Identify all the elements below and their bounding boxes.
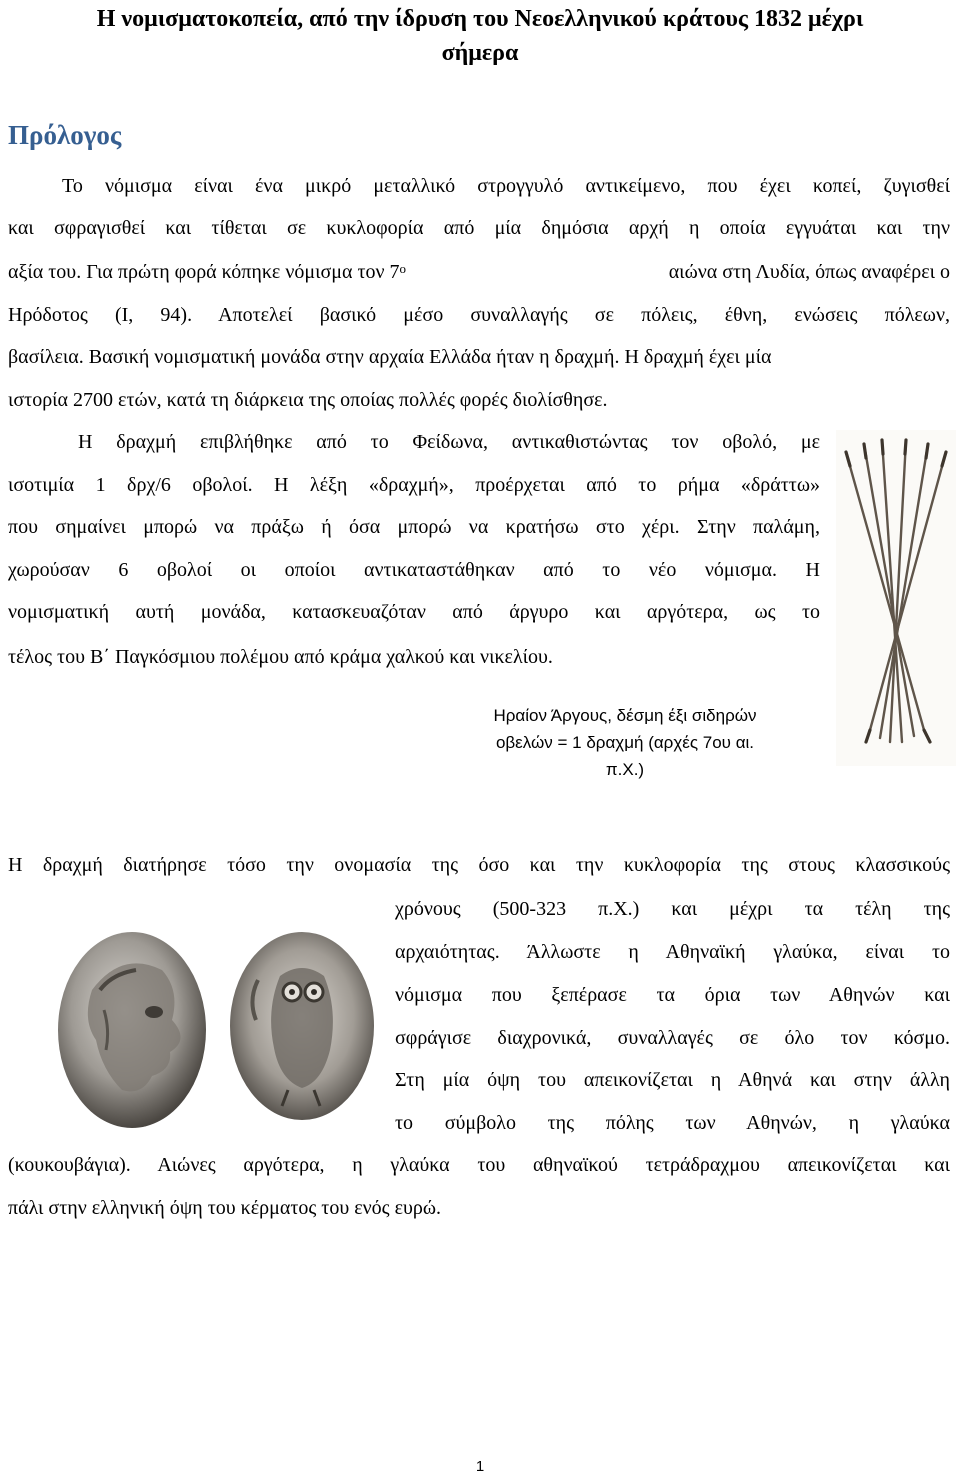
p2-line: που σημαίνει μπορώ να πράξω ή όσα μπορώ να κρατήσω στο χέρι. Στην παλάμη, <box>8 516 820 538</box>
caption-line: π.Χ.) <box>605 760 645 779</box>
p2-line: τέλος του Β΄ Παγκόσμιου πολέμου από κράμα χαλκού και νικελίου. <box>8 646 553 668</box>
p2-line: Η δραχμή επιβλήθηκε από το Φείδωνα, αντικαθιστώντας τον οβολό, με <box>78 431 820 453</box>
document-title <box>0 2 960 70</box>
p1-line: Ηρόδοτος (I, 94). Αποτελεί βασικό μέσο συναλλαγής σε πόλεις, έθνη, ενώσεις πόλεων, <box>8 304 950 326</box>
p1-line: βασίλεια. Βασική νομισματική μονάδα στην αρχαία Ελλάδα ήταν η δραχμή. Η δραχμή έχει μία <box>8 346 772 368</box>
p1-text: αξία του. Για πρώτη φορά κόπηκε νόμισμα τον 7 <box>8 261 400 283</box>
athena-head-coin-face <box>58 932 206 1128</box>
p3-line: Στη μία όψη του απεικονίζεται η Αθηνά και στην άλλη <box>395 1069 950 1091</box>
p1-line: και σφραγισθεί και τίθεται σε κυκλοφορία από μία δημόσια αρχή η οποία εγγυάται και την <box>8 217 950 239</box>
title-line-2: σήμερα <box>441 40 519 66</box>
p3-line: αρχαιότητας. Άλλωστε η Αθηναϊκή γλαύκα, είναι το <box>395 941 950 963</box>
p3-line: σφράγισε διαχρονικά, συναλλαγές σε όλο τον κόσμο. <box>395 1027 950 1049</box>
section-heading: Πρόλογος <box>8 120 122 150</box>
page-number: 1 <box>475 1458 485 1475</box>
p1-line-part: αιώνα στη Λυδία, όπως αναφέρει ο <box>668 261 950 283</box>
p3-line: πάλι στην ελληνική όψη του κέρματος του ενός ευρώ. <box>8 1197 442 1219</box>
iron-spits-image <box>836 430 956 766</box>
p1-line: Το νόμισμα είναι ένα μικρό μεταλλικό στρογγυλό αντικείμενο, που έχει κοπεί, ζυγισθεί <box>62 175 950 197</box>
p3-line: το σύμβολο της πόλης των Αθηνών, η γλαύκα <box>395 1112 950 1134</box>
p3-line: Η δραχμή διατήρησε τόσο την ονομασία της όσο και την κυκλοφορία της στους κλασσικούς <box>8 854 950 876</box>
caption-line: οβελών = 1 δραχμή (αρχές 7ου αι. <box>495 733 755 752</box>
p3-line: νόμισμα που ξεπέρασε τα όρια των Αθηνών και <box>395 984 950 1006</box>
title-line-1: Η νομισματοκοπεία, από την ίδρυση του Νεοελληνικού κράτους 1832 μέχρι <box>96 6 864 32</box>
p2-line: νομισματική αυτή μονάδα, κατασκευαζόταν από άργυρο και αργότερα, ως το <box>8 601 820 623</box>
athenian-tetradrachm-image <box>52 920 378 1134</box>
p2-line: χωρούσαν 6 οβολοί οι οποίοι αντικαταστάθηκαν από το νέο νόμισμα. Η <box>8 559 820 581</box>
iron-spits-illustration <box>836 430 956 766</box>
p1-line: ιστορία 2700 ετών, κατά τη διάρκεια της οποίας πολλές φορές διολίσθησε. <box>8 389 608 411</box>
coin-illustration <box>52 920 378 1134</box>
p3-line: (κουκουβάγια). Αιώνες αργότερα, η γλαύκα του αθηναϊκού τετράδραχμου απεικονίζεται και <box>8 1154 950 1176</box>
p1-line-part <box>8 260 406 284</box>
superscript: ο <box>399 261 407 276</box>
owl-coin-face <box>230 932 374 1120</box>
p2-line: ισοτιμία 1 δρχ/6 οβολοί. Η λέξη «δραχμή», προέρχεται από το ρήμα «δράττω» <box>8 474 820 496</box>
p1-line <box>8 260 950 284</box>
caption-line: Ηραίον Άργους, δέσμη έξι σιδηρών <box>493 706 757 725</box>
image-caption <box>440 702 810 783</box>
p3-line: χρόνους (500-323 π.Χ.) και μέχρι τα τέλη της <box>395 898 950 920</box>
